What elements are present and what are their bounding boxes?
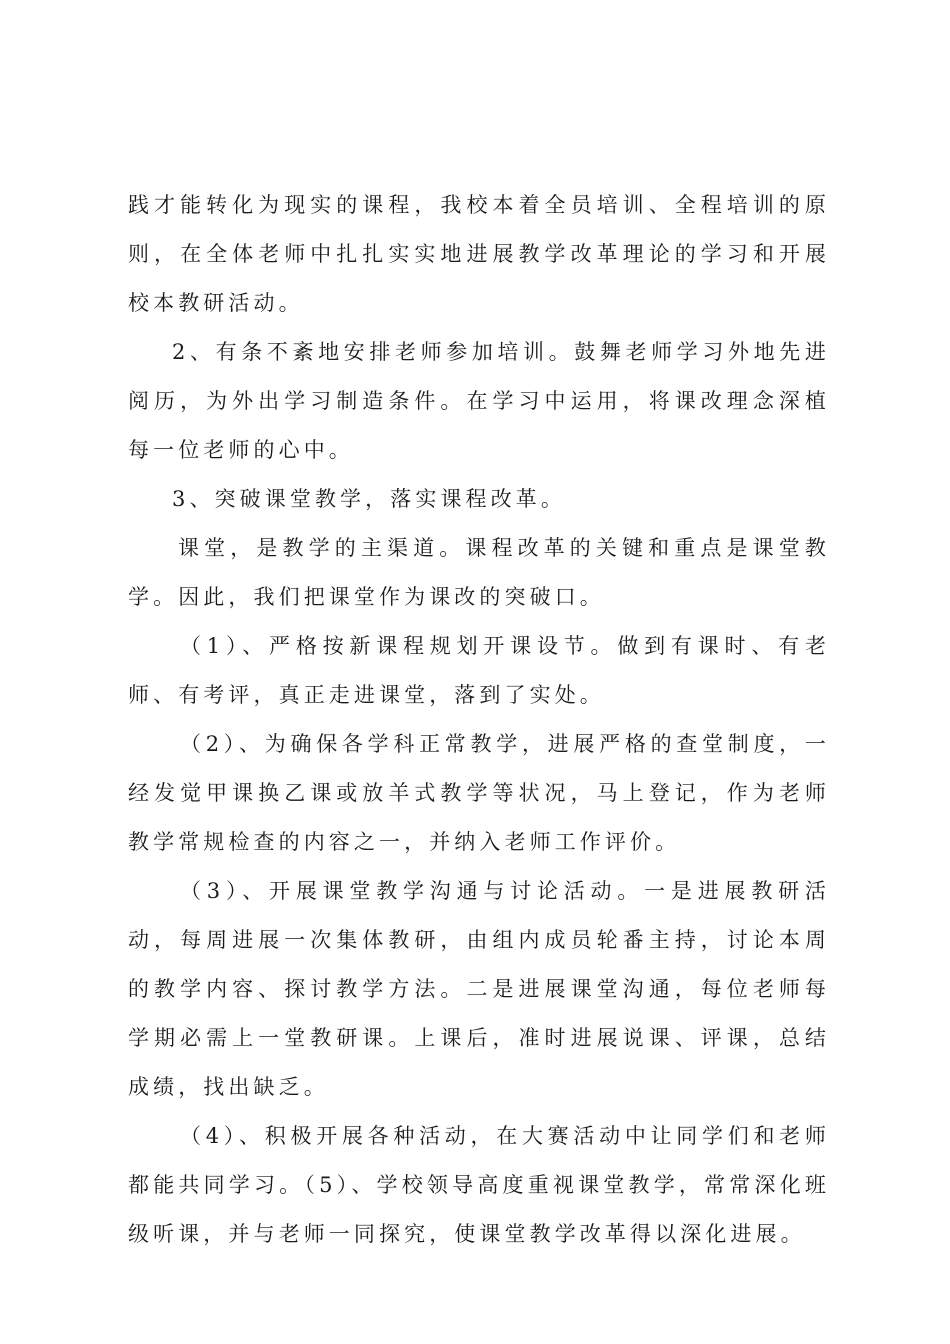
paragraph-continuation: 践才能转化为现实的课程，我校本着全员培训、全程培训的原则，在全体老师中扎扎实实地进展教学改革理论的学习和开展校本教研活动。 (128, 193, 830, 315)
document-body (128, 181, 830, 1259)
paragraph-sub-2: （2）、为确保各学科正常教学，进展严格的查堂制度，一经发觉甲课换乙课或放羊式教学等状况，马上登记，作为老师教学常规检查的内容之一，并纳入老师工作评价。 (128, 732, 830, 854)
paragraph-item-3: 3、突破课堂教学，落实课程改革。 (172, 487, 566, 511)
paragraph-sub-4: （4）、积极开展各种活动，在大赛活动中让同学们和老师都能共同学习。（5）、学校领导高度重视课堂教学，常常深化班级听课，并与老师一同探究，使课堂教学改革得以深化进展。 (128, 1124, 830, 1246)
paragraph-classroom: 课堂，是教学的主渠道。课程改革的关键和重点是课堂教学。因此，我们把课堂作为课改的突破口。 (128, 536, 830, 609)
paragraph-item-2: 2、有条不紊地安排老师参加培训。鼓舞老师学习外地先进阅历，为外出学习制造条件。在学习中运用，将课改理念深植每一位老师的心中。 (128, 340, 830, 462)
paragraph-sub-3: （3）、开展课堂教学沟通与讨论活动。一是进展教研活动，每周进展一次集体教研，由组内成员轮番主持，讨论本周的教学内容、探讨教学方法。二是进展课堂沟通，每位老师每学期必需上一堂教研课。上课后，准时进展说课、评课，总结成绩，找出缺乏。 (128, 879, 830, 1099)
paragraph-sub-1: （1）、严格按新课程规划开课设节。做到有课时、有老师、有考评，真正走进课堂，落到了实处。 (128, 634, 830, 707)
